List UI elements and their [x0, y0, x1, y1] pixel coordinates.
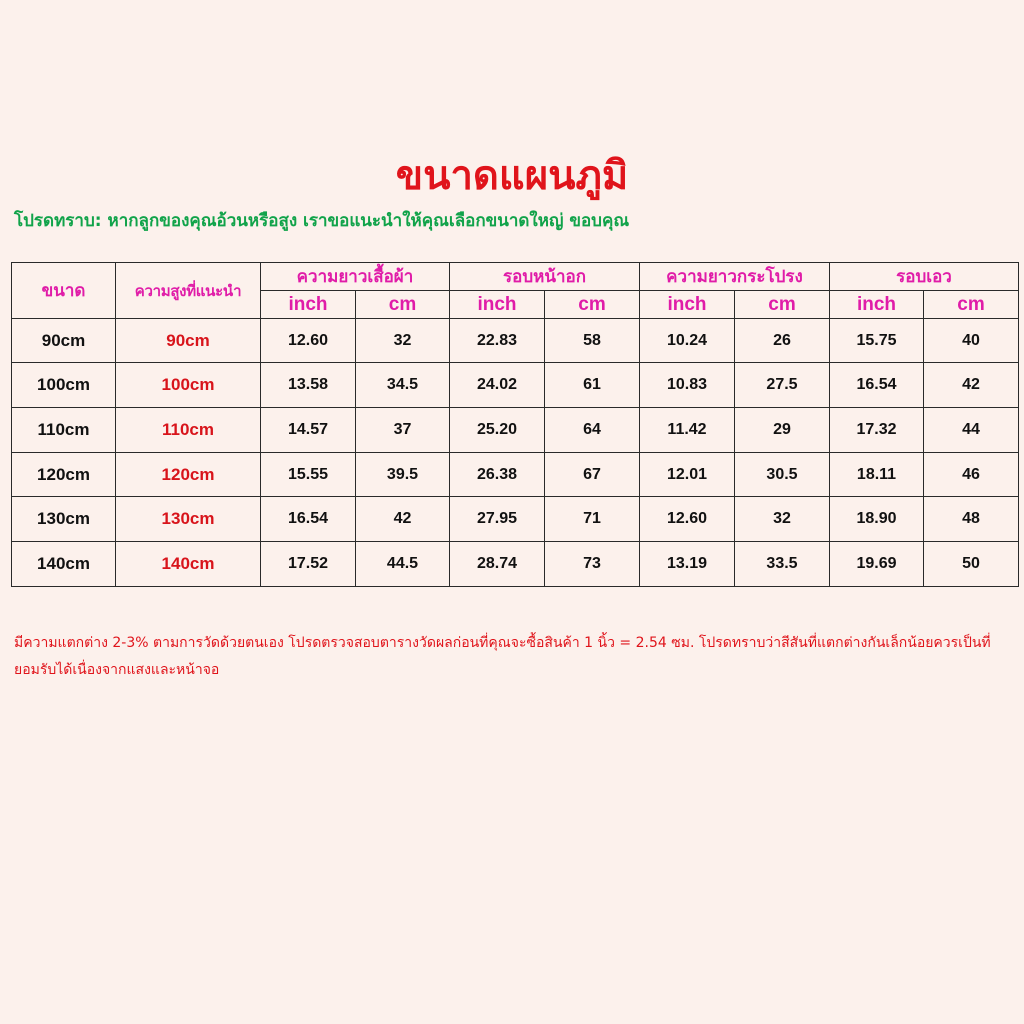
value-cell: 58 [545, 319, 640, 363]
value-cell: 10.83 [640, 363, 735, 408]
value-cell: 12.60 [640, 497, 735, 542]
table-row [12, 363, 1019, 408]
value-cell: 15.55 [261, 453, 356, 497]
size-cell: 110cm [12, 408, 116, 453]
page-title: ขนาดแผนภูมิ [395, 153, 629, 199]
value-cell: 67 [545, 453, 640, 497]
value-cell: 42 [924, 363, 1019, 408]
value-cell: 32 [735, 497, 830, 542]
size-cell: 120cm [12, 453, 116, 497]
value-cell: 18.90 [830, 497, 924, 542]
value-cell: 12.60 [261, 319, 356, 363]
size-chart-table [11, 262, 1019, 587]
table-row [12, 542, 1019, 587]
value-cell: 25.20 [450, 408, 545, 453]
value-cell: 44.5 [356, 542, 450, 587]
value-cell: 27.95 [450, 497, 545, 542]
value-cell: 30.5 [735, 453, 830, 497]
value-cell: 17.32 [830, 408, 924, 453]
group-header-chest: รอบหน้าอก [450, 263, 640, 291]
group-header-row [12, 263, 1019, 291]
table-row [12, 497, 1019, 542]
value-cell: 61 [545, 363, 640, 408]
value-cell: 24.02 [450, 363, 545, 408]
value-cell: 13.58 [261, 363, 356, 408]
unit-header-cell: inch [261, 291, 356, 319]
unit-header-cell: cm [545, 291, 640, 319]
unit-header-cell: cm [356, 291, 450, 319]
footer-disclaimer: มีความแตกต่าง 2-3% ตามการวัดด้วยตนเอง โปรดตรวจสอบตารางวัดผลก่อนที่คุณจะซื้อสินค้า 1 นิ้ว = 2.54 ซม. โปรดทราบว่าสีสันที่แตกต่างกันเล็กน้อยควรเป็นที่ยอมรับได้เนื่องจากแสงและหน้าจอ [14, 635, 991, 678]
value-cell: 50 [924, 542, 1019, 587]
value-cell: 26 [735, 319, 830, 363]
value-cell: 42 [356, 497, 450, 542]
value-cell: 26.38 [450, 453, 545, 497]
value-cell: 15.75 [830, 319, 924, 363]
notice-text: โปรดทราบ: หากลูกของคุณอ้วนหรือสูง เราขอแนะนำให้คุณเลือกขนาดใหญ่ ขอบคุณ [14, 211, 630, 231]
value-cell: 64 [545, 408, 640, 453]
value-cell: 29 [735, 408, 830, 453]
table-row [12, 453, 1019, 497]
size-cell: 100cm [12, 363, 116, 408]
height-cell: 110cm [116, 408, 261, 453]
value-cell: 14.57 [261, 408, 356, 453]
value-cell: 48 [924, 497, 1019, 542]
height-cell: 120cm [116, 453, 261, 497]
height-cell: 140cm [116, 542, 261, 587]
value-cell: 40 [924, 319, 1019, 363]
value-cell: 46 [924, 453, 1019, 497]
unit-header-cell: cm [924, 291, 1019, 319]
height-cell: 90cm [116, 319, 261, 363]
value-cell: 28.74 [450, 542, 545, 587]
value-cell: 18.11 [830, 453, 924, 497]
value-cell: 16.54 [830, 363, 924, 408]
unit-header-cell: inch [450, 291, 545, 319]
value-cell: 39.5 [356, 453, 450, 497]
size-chart-body [12, 263, 1019, 587]
group-header-skirt: ความยาวกระโปรง [640, 263, 830, 291]
value-cell: 34.5 [356, 363, 450, 408]
value-cell: 37 [356, 408, 450, 453]
value-cell: 32 [356, 319, 450, 363]
value-cell: 19.69 [830, 542, 924, 587]
value-cell: 11.42 [640, 408, 735, 453]
height-cell: 100cm [116, 363, 261, 408]
unit-header-cell: cm [735, 291, 830, 319]
group-header-waist: รอบเอว [830, 263, 1019, 291]
value-cell: 27.5 [735, 363, 830, 408]
value-cell: 73 [545, 542, 640, 587]
group-header-length: ความยาวเสื้อผ้า [261, 263, 450, 291]
unit-header-cell: inch [830, 291, 924, 319]
value-cell: 44 [924, 408, 1019, 453]
size-cell: 90cm [12, 319, 116, 363]
value-cell: 71 [545, 497, 640, 542]
value-cell: 12.01 [640, 453, 735, 497]
unit-header-cell: inch [640, 291, 735, 319]
value-cell: 22.83 [450, 319, 545, 363]
height-cell: 130cm [116, 497, 261, 542]
value-cell: 13.19 [640, 542, 735, 587]
value-cell: 10.24 [640, 319, 735, 363]
value-cell: 16.54 [261, 497, 356, 542]
value-cell: 33.5 [735, 542, 830, 587]
table-row [12, 319, 1019, 363]
size-cell: 130cm [12, 497, 116, 542]
value-cell: 17.52 [261, 542, 356, 587]
table-row [12, 408, 1019, 453]
size-column-header: ขนาด [12, 263, 116, 319]
size-cell: 140cm [12, 542, 116, 587]
height-column-header: ความสูงที่แนะนำ [116, 263, 261, 319]
